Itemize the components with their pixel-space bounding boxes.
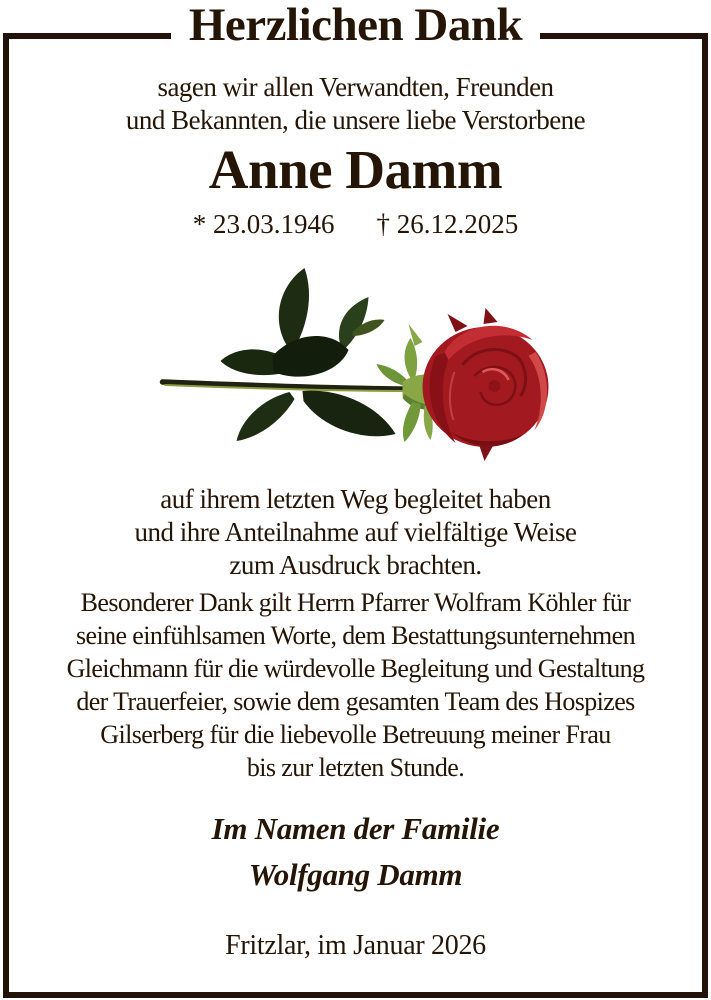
after-line-3: zum Ausdruck brachten. (229, 550, 482, 580)
family-signature (0, 806, 711, 898)
life-dates (0, 207, 711, 241)
birth-date: * 23.03.1946 (192, 209, 335, 239)
thanks-line-5: Gilserberg für die liebevolle Betreuung meiner Frau (100, 720, 611, 749)
thanks-text (0, 586, 711, 784)
intro-text (0, 71, 711, 137)
place-date: Fritzlar, im Januar 2026 (225, 930, 486, 961)
after-line-2: und ihre Anteilnahme auf vielfältige Weise (134, 517, 577, 547)
intro-line-1: sagen wir allen Verwandten, Freunden (157, 72, 554, 102)
thanks-line-1: Besonderer Dank gilt Herrn Pfarrer Wolfram Köhler für (80, 588, 631, 617)
signer-name: Wolfgang Damm (248, 857, 463, 892)
page-title (0, 0, 711, 56)
rose-svg (152, 260, 558, 472)
intro-line-2: und Bekannten, die unsere liebe Verstorbene (125, 105, 586, 135)
death-date: † 26.12.2025 (376, 209, 519, 239)
rose-leaves (221, 268, 396, 441)
deceased-name: Anne Damm (208, 139, 503, 200)
rose-image (152, 260, 558, 472)
thanks-line-3: Gleichmann für die würdevolle Begleitung und Gestaltung (66, 654, 645, 683)
rose-stem (163, 382, 416, 391)
after-text (0, 483, 711, 582)
thanks-line-2: seine einfühlsamen Worte, dem Bestattungsunternehmen (75, 621, 636, 650)
family-line: Im Namen der Familie (211, 811, 500, 846)
thanks-line-6: bis zur letzten Stunde. (246, 753, 465, 782)
thanks-line-4: der Trauerfeier, sowie dem gesamten Team des Hospizes (76, 687, 635, 716)
rose-bloom (423, 308, 549, 461)
after-line-1: auf ihrem letzten Weg begleitet haben (160, 484, 551, 514)
page-title-text: Herzlichen Dank (171, 0, 540, 56)
